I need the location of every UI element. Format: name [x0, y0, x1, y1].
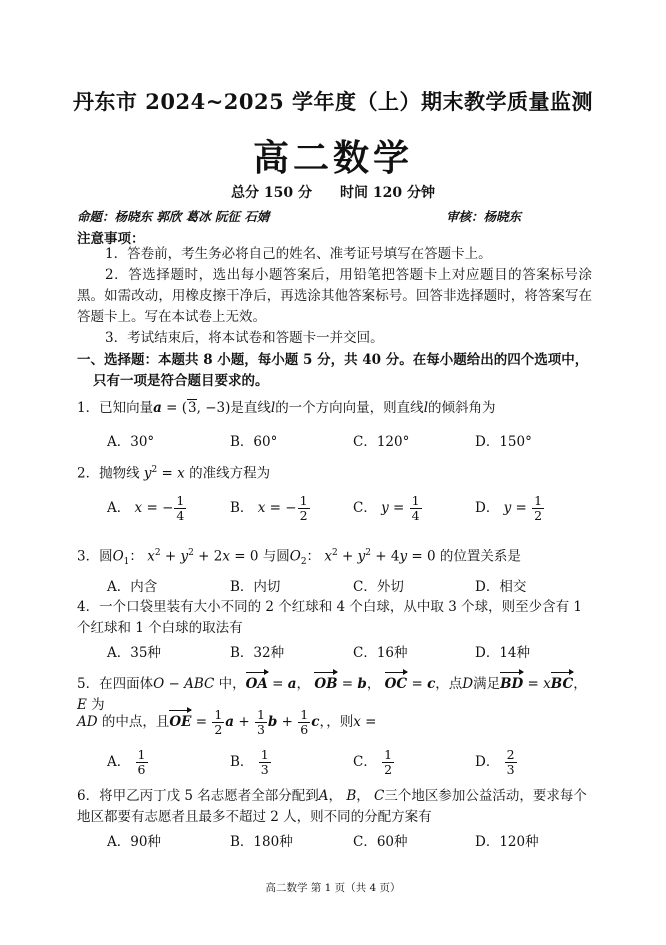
notice-item-2: 2．答选择题时，选出每小题答案后，用铅笔把答题卡上对应题目的答案标号涂黑。如需改动，用橡皮擦干净后，再选涂其他答案标号。回答非选择题时，将答案写在答题卡上。写在本试卷上无效。	[77, 267, 592, 325]
question-3: 3．圆$O_1$： $x^2 + y^2 + 2x = 0$ 与圆$O_2$： $x^2 + y^2 + 4y = 0$ 的位置关系是	[77, 548, 521, 568]
exam-meta	[0, 182, 666, 202]
q4-option-b: B．32种	[230, 645, 285, 661]
q5-option-a: A． $\frac{1}{6}$	[107, 747, 146, 777]
reviewer: 审核：杨晓东	[446, 209, 522, 224]
q6-stem-b: 三个地区参加公益活动，要求每个地区都要有志愿者且最多不超过 2 人，则不同的分配方案有	[77, 788, 587, 825]
q5-stem-a: 5．在四面体	[77, 676, 154, 692]
q2-stem-b: 的准线方程为	[189, 465, 271, 482]
q6-option-a: A．90种	[107, 834, 161, 850]
q3-stem-c: 的位置关系是	[439, 548, 521, 565]
notice-title: 注意事项：	[77, 231, 145, 247]
q1-stem-d: 的倾斜角为	[428, 400, 496, 416]
authors: 命题：杨晓东 郭欣 葛冰 阮征 石婧	[77, 209, 270, 224]
q1-stem-c: 的一个方向向量，则直线	[275, 400, 424, 416]
q5-stem-c: ，点	[435, 676, 463, 692]
q5-option-c: C． $\frac{1}{2}$	[353, 747, 393, 777]
q6-stem-a: 6．将甲乙丙丁戊 5 名志愿者全部分配到	[77, 788, 319, 804]
q5-option-d: D． $\frac{2}{3}$	[475, 747, 515, 777]
q4-option-d: D．14种	[475, 645, 531, 661]
q5-stem-f: 为	[91, 697, 105, 713]
q4-option-c: C．16种	[353, 645, 408, 661]
exam-title: 丹东市 2024~2025 学年度（上）期末教学质量监测	[72, 89, 594, 114]
q3-option-d: D．相交	[475, 579, 527, 595]
q3-stem-a: 3．圆	[77, 548, 113, 565]
q1-option-d: D．150°	[475, 434, 532, 450]
question-6: 6．将甲乙丙丁戊 5 名志愿者全部分配到A， B， C三个地区参加公益活动，要求每个地区都要有志愿者且最多不超过 2 人，则不同的分配方案有	[77, 788, 587, 825]
q3-option-a: A．内含	[107, 579, 158, 595]
q2-option-a: A． x = − $\frac{1}{4}$	[107, 493, 185, 523]
q5-stem-b: 中，	[218, 676, 246, 692]
subject-title: 高二数学	[252, 138, 413, 179]
question-5: 5．在四面体O − ABC 中，OA = a， OB = b， OC = c，点D满足BD = xBC， E 为	[77, 676, 587, 713]
q2-option-d: D． y = $\frac{1}{2}$	[475, 493, 543, 523]
q1-option-a: A．30°	[107, 434, 155, 450]
score-total: 总分 150 分	[231, 185, 312, 201]
section-heading	[77, 350, 592, 392]
q6-option-b: B．180种	[230, 834, 293, 850]
q3-stem-b: 与圆	[262, 548, 290, 565]
q1-stem-b: 是直线	[230, 400, 271, 416]
q5-stem-e: ，	[573, 676, 587, 692]
page-footer: 高二数学 第 1 页（共 4 页）	[265, 882, 401, 894]
q5-line2-a: 的中点，且	[101, 714, 170, 730]
section-line-2: 只有一项是符合题目要求的。	[93, 373, 269, 389]
q2-option-b: B． x = − $\frac{1}{2}$	[230, 493, 308, 523]
time-total: 时间 120 分钟	[340, 185, 435, 201]
q1-stem-a: 1．已知向量	[77, 400, 154, 416]
q4-option-a: A．35种	[107, 645, 161, 661]
q6-option-d: D．120种	[475, 834, 539, 850]
q1-option-b: B．60°	[230, 434, 278, 450]
question-4: 4．一个口袋里装有大小不同的 2 个红球和 4 个白球，从中取 3 个球，则至少含有 1 个红球和 1 个白球的取法有	[77, 599, 582, 636]
q3-option-c: C．外切	[353, 579, 404, 595]
q1-option-c: C．120°	[353, 434, 410, 450]
q5-option-b: B． $\frac{1}{3}$	[230, 747, 269, 777]
q2-option-c: C． y = $\frac{1}{4}$	[353, 493, 420, 523]
question-2: 2．抛物线 $y^2 = x$ 的准线方程为	[77, 465, 271, 482]
notice-item-1: 1．答卷前，考生务必将自己的姓名、准考证号填写在答题卡上。	[105, 246, 492, 262]
notice-item-3: 3．考试结束后，将本试卷和答题卡一并交回。	[105, 330, 384, 346]
q5-stem-d: 满足	[473, 676, 501, 692]
section-line-1: 一、选择题：本题共 8 小题，每小题 5 分，共 40 分。在每小题给出的四个选项中，	[77, 352, 589, 368]
q2-stem-a: 2．抛物线	[77, 465, 140, 482]
q5-line2-b: ，则	[326, 714, 354, 730]
q6-option-c: C．60种	[353, 834, 408, 850]
q3-option-b: B．内切	[230, 579, 281, 595]
question-1: 1．已知向量a = (3, −3)是直线l的一个方向向量，则直线l的倾斜角为	[77, 400, 496, 416]
question-5-line-2: AD 的中点，且OE = $\frac{1}{2}$ a + $\frac{1}{3}$ b + $\frac{1}{6}$ c，，则x =	[77, 707, 377, 737]
